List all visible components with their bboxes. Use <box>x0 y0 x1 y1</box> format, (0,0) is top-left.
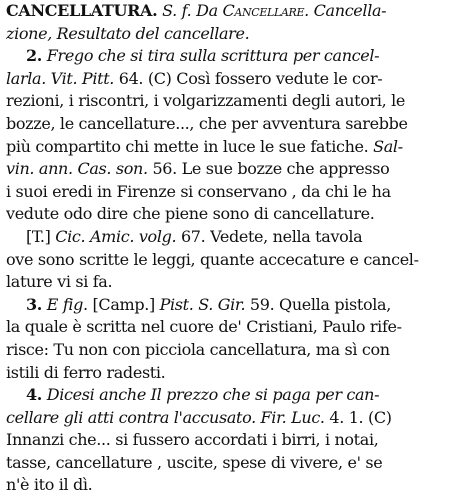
definition-start: Cancella- <box>313 1 387 20</box>
citation-text: n'è ito il dì. <box>6 475 93 495</box>
citation-text: 59. Quella pistola, <box>245 294 391 314</box>
citation-text: 64. (C) Così fossero vedute le cor- <box>114 68 383 88</box>
entry-line-5 <box>6 90 462 113</box>
entry-line-14 <box>6 294 462 317</box>
citation-source: larla. Vit. Pitt. <box>6 68 115 88</box>
citation-source: Pist. S. Gir. <box>154 294 246 314</box>
citation-source: Sal- <box>373 136 403 156</box>
citation-text: ove sono scritte le leggi, quante accecature e cancel- <box>6 249 419 269</box>
entry-line-17 <box>6 362 462 385</box>
entry-line-15 <box>6 316 462 339</box>
citation-text: bozze, le cancellature..., che per avventura sarebbe <box>6 113 408 133</box>
citation-text: lature vi si fa. <box>6 272 113 292</box>
entry-line-9 <box>6 181 462 204</box>
part-of-speech: S. f. <box>162 1 192 20</box>
citation-text: tasse, cancellature , uscite, spese di vivere, e' se <box>6 452 383 472</box>
entry-line-4 <box>6 68 462 91</box>
citation-text: i suoi eredi in Firenze si conservano , da chi le ha <box>6 181 391 201</box>
editor-tag: [Camp.] <box>87 294 155 314</box>
entry-line-1: CANCELLATURA. S. f. Da Cancellare. Cancella- <box>6 1 387 20</box>
entry-line-8 <box>6 158 462 181</box>
etymology-source: Cancellare <box>222 1 305 20</box>
entry-line-6 <box>6 113 462 136</box>
entry-line-13 <box>6 271 462 294</box>
sense-definition: Frego che si tira sulla scrittura per cancel- <box>46 46 380 66</box>
citation-text: vedute odo dire che piene sono di cancellature. <box>6 204 375 224</box>
citation-text: più compartito chi mette in luce le sue fatiche. <box>6 136 374 156</box>
citation-source: Cic. Amic. volg. <box>50 226 177 246</box>
entry-line-21 <box>6 452 462 475</box>
entry-line-3 <box>6 45 462 68</box>
citation-text: 4. 1. (C) <box>324 407 392 427</box>
definition-text: zione, Resultato del cancellare. <box>6 23 250 43</box>
citation-text: la quale è scritta nel cuore de' Cristiani, Paulo rife- <box>6 317 402 337</box>
entry-line-19 <box>6 407 462 430</box>
entry-line-10 <box>6 203 462 226</box>
sense-number-2: 2. <box>26 46 43 66</box>
entry-line-7 <box>6 136 462 159</box>
sense-number-3: 3. <box>26 294 43 314</box>
citation-text: 67. Vedete, nella tavola <box>176 226 363 246</box>
citation-text: Innanzi che... si fussero accordati i birri, i notai, <box>6 430 379 450</box>
editor-tag: [T.] <box>26 226 51 246</box>
citation-text: istili di ferro radesti. <box>6 362 166 382</box>
figurative-label: E fig. <box>42 294 88 314</box>
citation-text: risce: Tu non con picciola cancellatura, ma sì con <box>6 339 390 359</box>
sense-definition: Dicesi anche Il prezzo che si paga per can- <box>46 385 380 405</box>
entry-line-2 <box>6 23 462 46</box>
entry-line-22 <box>6 474 462 497</box>
entry-line-11 <box>6 226 462 249</box>
entry-line-16 <box>6 339 462 362</box>
entry-line-12 <box>6 249 462 272</box>
citation-text: 56. Le sue bozze che appresso <box>147 159 390 179</box>
citation-text: rezioni, i riscontri, i volgarizzamenti degli autori, le <box>6 91 405 111</box>
entry-line-20 <box>6 429 462 452</box>
headword: CANCELLATURA. <box>6 1 158 20</box>
sense-definition-continued: cellare gli atti contra l'accusato. Fir. Luc. <box>6 407 325 427</box>
entry-line-18 <box>6 384 462 407</box>
etymology-prefix: Da <box>196 1 218 20</box>
citation-source: vin. ann. Cas. son. <box>6 159 148 179</box>
sense-number-4: 4. <box>26 385 43 405</box>
